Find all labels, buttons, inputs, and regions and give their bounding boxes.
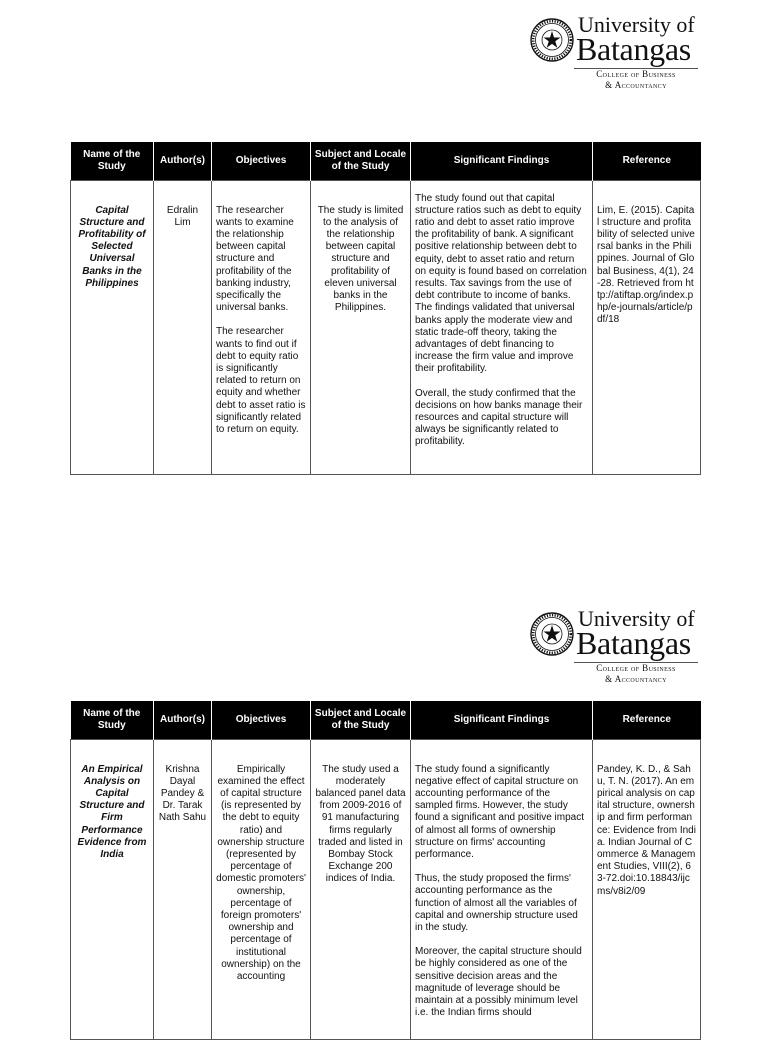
findings-paragraph: Thus, the study proposed the firms' accounting performance as the function of almost all the variables of capital and ownership structure used in the study. bbox=[415, 873, 578, 933]
university-seal-icon bbox=[530, 612, 574, 656]
university-seal-icon bbox=[530, 18, 574, 62]
study-authors: Krishna Dayal Pandey & Dr. Tarak Nath Sahu bbox=[154, 739, 212, 1039]
university-name-line1: University of bbox=[578, 12, 695, 37]
study-findings bbox=[411, 180, 593, 474]
university-name-line2: Batangas bbox=[576, 625, 691, 661]
university-header bbox=[530, 12, 702, 98]
header-objectives: Objectives bbox=[212, 142, 311, 180]
study-subject-locale: The study is limited to the analysis of the relationship between capital structure and profitability of eleven universal banks in the Philippines. bbox=[311, 180, 411, 474]
university-header bbox=[530, 606, 702, 692]
table-row bbox=[71, 180, 701, 474]
study-objectives bbox=[212, 180, 311, 474]
table-row bbox=[71, 739, 701, 1039]
header-significant-findings: Significant Findings bbox=[411, 142, 593, 180]
header-objectives: Objectives bbox=[212, 701, 311, 739]
study-objectives bbox=[212, 739, 311, 1039]
objectives-paragraph: Empirically examined the effect of capital structure (is represented by the debt to equity ratio) and ownership structure (represented by percentage of domestic promoters' ownership, percentage of foreign promoters' ownership and percentage of institutional ownership) on the accounting bbox=[216, 763, 306, 982]
study-authors: Edralin Lim bbox=[154, 180, 212, 474]
study-findings bbox=[411, 739, 593, 1039]
table-header-row bbox=[71, 701, 701, 739]
header-reference: Reference bbox=[593, 142, 701, 180]
header-subject-locale: Subject and Locale of the Study bbox=[311, 701, 411, 739]
study-title: Capital Structure and Profitability of Selected Universal Banks in the Philippines bbox=[71, 180, 154, 474]
university-name-line2: Batangas bbox=[576, 31, 691, 67]
study-reference: Lim, E. (2015). Capital structure and profitability of selected universal banks in the Philippines. Journal of Global Business, 4(1), 24-28. Retrieved from http://atiftap.org/index.php/e-journals/article/pdf/18 bbox=[593, 180, 701, 474]
university-name-line1: University of bbox=[578, 606, 695, 631]
college-name-line2: & Accountancy bbox=[605, 80, 667, 90]
findings-paragraph: Overall, the study confirmed that the decisions on how banks manage their resources and capital structure will always be significantly related to profitability. bbox=[415, 387, 583, 448]
header-authors: Author(s) bbox=[154, 142, 212, 180]
findings-paragraph: The study found a significantly negative effect of capital structure on accounting performance of the sampled firms. However, the study found a significant and positive impact of almost all forms of ownership structure on firms' accounting performance. bbox=[415, 763, 584, 860]
college-name-line1: College of Business bbox=[596, 69, 676, 79]
header-authors: Author(s) bbox=[154, 701, 212, 739]
findings-paragraph: The study found out that capital structure ratios such as debt to equity ratio and debt to asset ratio improve the profitability of bank. A significant positive relationship between debt to equity, debt to asset ratio and return on equity is found based on correlation results. Tax savings from the use of debt contribute to income of banks. The findings validated that universal banks apply the moderate view and static trade-off theory, taking the advantages of debt financing to increase the firm value and improve their profitability. bbox=[415, 192, 587, 375]
study-table-2 bbox=[70, 701, 701, 1040]
college-name-line2: & Accountancy bbox=[605, 674, 667, 684]
study-table-1 bbox=[70, 142, 701, 475]
header-reference: Reference bbox=[593, 701, 701, 739]
table-header-row bbox=[71, 142, 701, 180]
header-name-of-study: Name of the Study bbox=[71, 142, 154, 180]
objectives-paragraph: The researcher wants to find out if debt to equity ratio is significantly related to return on equity and whether debt to asset ratio is significantly related to return on equity. bbox=[216, 326, 306, 435]
header-subject-locale: Subject and Locale of the Study bbox=[311, 142, 411, 180]
objectives-paragraph: The researcher wants to examine the relationship between capital structure and profitability of the banking industry, specifically the universal banks. bbox=[216, 204, 294, 314]
findings-paragraph: Moreover, the capital structure should be highly considered as one of the sensitive decision areas and the magnitude of leverage should be maintain at a possibly minimum level i.e. the Indian firms should bbox=[415, 946, 582, 1019]
study-subject-locale: The study used a moderately balanced panel data from 2009-2016 of 91 manufacturing firms regularly traded and listed in Bombay Stock Exchange 200 indices of India. bbox=[311, 739, 411, 1039]
header-significant-findings: Significant Findings bbox=[411, 701, 593, 739]
college-name-line1: College of Business bbox=[596, 663, 676, 673]
study-title: An Empirical Analysis on Capital Structure and Firm Performance Evidence from India bbox=[71, 739, 154, 1039]
header-name-of-study: Name of the Study bbox=[71, 701, 154, 739]
study-reference: Pandey, K. D., & Sahu, T. N. (2017). An empirical analysis on capital structure, ownership and firm performance: Evidence from India. Indian Journal of Commerce & Management Studies, VIII(2), 63-72.doi:10.18843/ijcms/v8i2/09 bbox=[593, 739, 701, 1039]
